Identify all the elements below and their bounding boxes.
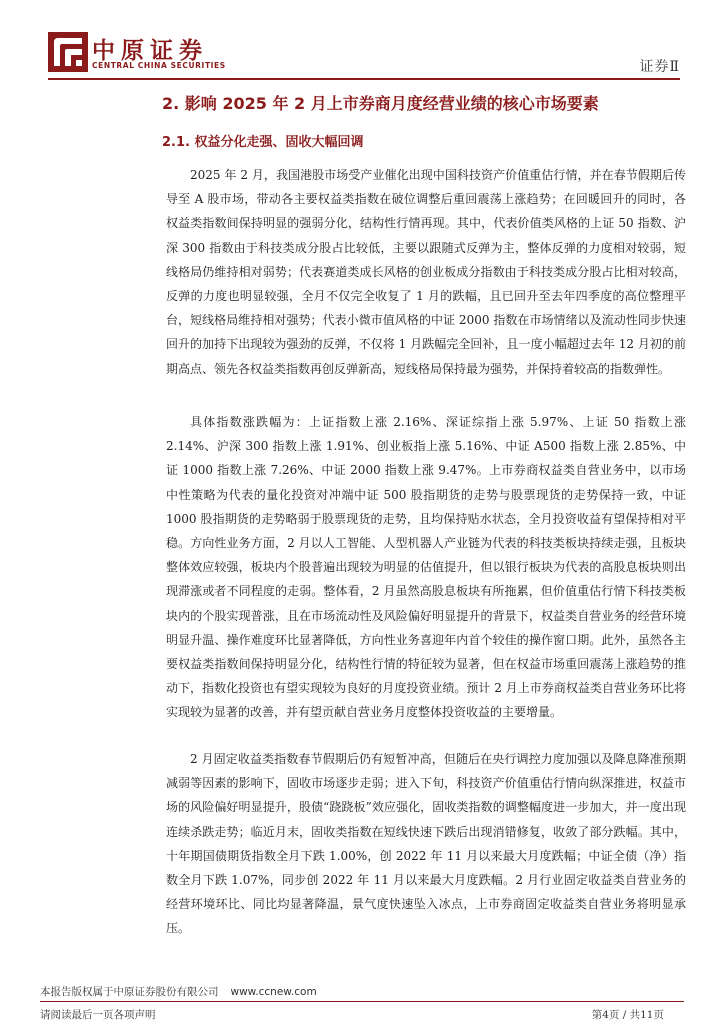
body-paragraph-3	[166, 747, 686, 941]
paragraph-text: 具体指数涨跌幅为：上证指数上涨 2.16%、深证综指上涨 5.97%、上证 50 指数上涨 2.14%、沪深 300 指数上涨 1.91%、创业板指上涨 5.16%、中证 A500 指数上涨 2.85%、中证 1000 指数上涨 7.26%、中证 2000 指数上涨 9.47%。上市券商权益类自营业务中，以市场中性策略为代表的量化投资对冲端中证 500 股指期货的走势与股票现货的走势保持一致，中证 1000 股指期货的走势略弱于股票现货的走势，且均保持贴水状态，全月投资收益有望保持相对平稳。方向性业务方面，2 月以人工智能、人型机器人产业链为代表的科技类板块持续走强，且板块整体效应较强，板块内个股普遍出现较为明显的估值提升，但以银行板块为代表的高股息板块则出现滞涨或者不同程度的走弱。整体看，2 月虽然高股息板块有所拖累，但价值重估行情下科技类板块内的个股实现普涨，且在市场流动性及风险偏好明显提升的背景下，权益类自营业务的经营环境明显升温、操作难度环比显著降低，方向性业务喜迎年内首个较佳的操作窗口期。此外，虽然各主要权益类指数间保持明显分化，结构性行情的特征较为显著，但在权益市场重回震荡上涨趋势的推动下，指数化投资也有望实现较为良好的月度投资业绩。预计 2 月上市券商权益类自营业务环比将实现较为显著的改善，并有望贡献自营业务月度整体投资收益的主要增量。	[166, 415, 686, 720]
footer-divider	[40, 1001, 684, 1002]
report-type-label: 证券Ⅱ	[639, 59, 680, 75]
logo-english-name: CENTRAL CHINA SECURITIES	[92, 61, 226, 70]
logo-mark-icon	[48, 32, 88, 72]
page-number: 第4页 / 共11页	[591, 1009, 664, 1021]
body-paragraph-1	[166, 163, 686, 381]
logo-chinese-name: 中原证券	[92, 38, 208, 64]
section-title: 2. 影响 2025 年 2 月上市券商月度经营业绩的核心市场要素	[162, 94, 599, 113]
footer-disclaimer: 请阅读最后一页各项声明	[40, 1009, 156, 1021]
paragraph-text: 2 月固定收益类指数春节假期后仍有短暂冲高，但随后在央行调控力度加强以及降息降准预期减弱等因素的影响下，固收市场逐步走弱；进入下旬，科技资产价值重估行情向纵深推进，权益市场的风险偏好明显提升，股债“跷跷板”效应强化，固收类指数的调整幅度进一步加大，并一度出现连续杀跌走势；临近月末，固收类指数在短线快速下跌后出现消错修复，收敛了部分跌幅。其中，十年期国债期货指数全月下跌 1.00%，创 2022 年 11 月以来最大月度跌幅；中证全债（净）指数全月下跌 1.07%，同步创 2022 年 11 月以来最大月度跌幅。2 月行业固定收益类自营业务的经营环境环比、同比均显著降温，景气度快速坠入冰点，上市券商固定收益类自营业务将明显承压。	[166, 752, 686, 936]
website-link[interactable]: www.ccnew.com	[230, 986, 317, 998]
company-logo	[48, 30, 248, 74]
footer-copyright	[40, 984, 317, 999]
subsection-title: 2.1. 权益分化走强、固收大幅回调	[162, 135, 364, 150]
paragraph-text: 2025 年 2 月，我国港股市场受产业催化出现中国科技资产价值重估行情，并在春节假期后传导至 A 股市场，带动各主要权益类指数在破位调整后重回震荡上涨趋势；在回暖回升的同时，各权益类指数间保持明显的强弱分化，结构性行情再现。其中，代表价值类风格的上证 50 指数、沪深 300 指数由于科技类成分股占比较低，主要以跟随式反弹为主，整体反弹的力度相对较弱，短线格局仍维持相对弱势；代表赛道类成长风格的创业板成分指数由于科技类成分股占比相对较高，反弹的力度也明显较强，全月不仅完全收复了 1 月的跌幅，且已回升至去年四季度的高位整理平台，短线格局维持相对强势；代表小微市值风格的中证 2000 指数在市场情绪以及流动性同步快速回升的加持下出现较为强劲的反弹，不仅将 1 月跌幅完全回补，且一度小幅超过去年 12 月初的前期高点、领先各权益类指数再创反弹新高，短线格局保持最为强势，并保持着较高的指数弹性。	[166, 168, 686, 376]
copyright-text: 本报告版权属于中原证券股份有限公司	[40, 986, 219, 998]
header-divider	[48, 78, 680, 80]
body-paragraph-2	[166, 410, 686, 725]
